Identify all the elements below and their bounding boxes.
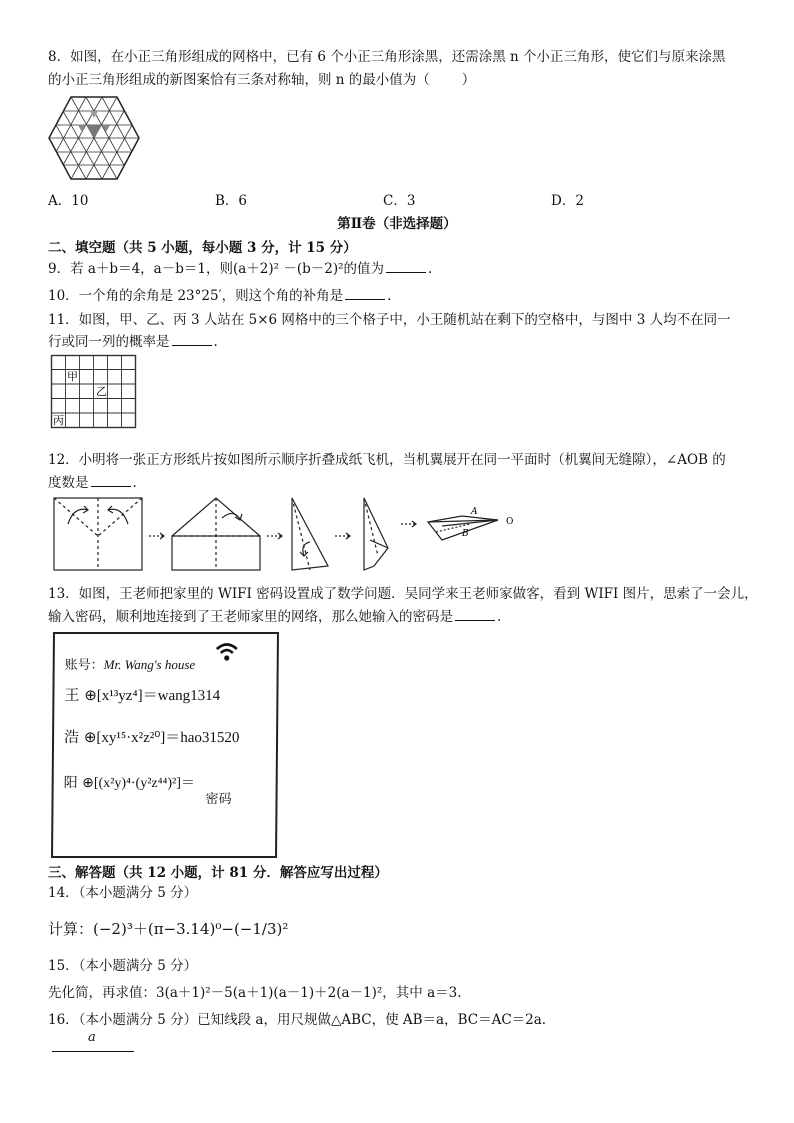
q13-answer-blank bbox=[455, 608, 495, 621]
q16-text: 16．（本小题满分 5 分）已知线段 a，用尺规做△ABC，使 AB＝a，BC＝AC＝2a. bbox=[48, 1012, 547, 1028]
q12-line2 bbox=[48, 474, 137, 492]
wifi-row1-expression: ⊕[x¹³yz⁴]＝wang1314 bbox=[84, 688, 221, 704]
q12-line2-text: 度数是 bbox=[48, 475, 89, 491]
q8-line2-text: 的小正三角形组成的新图案恰有三条对称轴，则 n 的最小值为（ bbox=[48, 72, 430, 88]
q14-expression: (−2)³＋(π−3.14)⁰−(−1/3)² bbox=[93, 920, 289, 938]
q13-line2-text: 输入密码，顺利地连接到了王老师家里的网络，那么她输入的密码是 bbox=[48, 609, 453, 625]
q12-end: . bbox=[132, 475, 137, 491]
wifi-account-label: 账号： bbox=[64, 658, 104, 673]
q15-text: 先化简，再求值：3(a＋1)²－5(a＋1)(a－1)＋2(a－1)²，其中 a＝3. bbox=[48, 985, 462, 1001]
wifi-icon bbox=[215, 640, 239, 664]
grid-label-yi: 乙 bbox=[96, 385, 107, 398]
q11-line1: 11．如图，甲、乙、丙 3 人站在 5×6 网格中的三个格子中，小王随机站在剩下的空格中，与图中 3 人均不在同一 bbox=[48, 312, 731, 328]
q10-answer-blank bbox=[345, 287, 385, 300]
wifi-row1-char: 王 bbox=[64, 686, 80, 704]
q10 bbox=[48, 287, 391, 305]
q14-head: 14．（本小题满分 5 分） bbox=[48, 885, 198, 901]
q13-end: . bbox=[497, 609, 502, 625]
q10-end: . bbox=[387, 288, 392, 304]
paper-plane-folding-figure bbox=[52, 496, 522, 574]
wifi-account-value: Mr. Wang's house bbox=[103, 657, 196, 672]
q11-answer-blank bbox=[172, 333, 212, 346]
q8-line2 bbox=[48, 71, 475, 89]
q11-line2-text: 行或同一列的概率是 bbox=[48, 334, 170, 350]
grid-label-bing: 丙 bbox=[53, 414, 64, 427]
wifi-account bbox=[65, 654, 196, 673]
q16-segment-a bbox=[52, 1051, 134, 1052]
wifi-row-3 bbox=[64, 772, 195, 792]
fig-label-b: B bbox=[462, 529, 469, 539]
q8-line2-end: ） bbox=[461, 72, 476, 88]
grid-label-jia: 甲 bbox=[67, 370, 78, 383]
wifi-row3-char: 阳 bbox=[63, 775, 78, 791]
fig-label-o: O bbox=[506, 517, 514, 527]
q11-end: . bbox=[213, 334, 218, 350]
q9-suffix: 的值为 bbox=[343, 261, 385, 277]
q8-line1: 8．如图，在小正三角形组成的网格中，已有 6 个小正三角形涂黑，还需涂黑 n 个小正三角形，使它们与原来涂黑 bbox=[48, 49, 726, 65]
q12-answer-blank bbox=[91, 474, 131, 487]
q10-text: 10．一个角的余角是 23°25′，则这个角的补角是 bbox=[48, 288, 344, 304]
section2-title: 第Ⅱ卷（非选择题） bbox=[337, 216, 457, 232]
section2-heading: 二、填空题（共 5 小题，每小题 3 分，计 15 分） bbox=[48, 240, 357, 256]
q14-prefix: 计算： bbox=[48, 920, 94, 938]
q11-line2 bbox=[48, 333, 218, 351]
q9-end: . bbox=[428, 261, 433, 277]
hexagon-triangle-grid-figure bbox=[48, 95, 140, 181]
wifi-row2-expression: ⊕[xy¹⁵·x²z²⁰]＝hao31520 bbox=[83, 730, 240, 746]
q15-head: 15．（本小题满分 5 分） bbox=[48, 958, 198, 974]
q8-option-b: B．6 bbox=[215, 193, 248, 209]
wifi-row2-char: 浩 bbox=[63, 728, 80, 746]
wifi-password-card bbox=[51, 632, 279, 858]
q8-option-a: A．10 bbox=[48, 193, 89, 209]
wifi-row3-expression: ⊕[(x²y)⁴·(y²z⁴⁴)²]＝ bbox=[82, 776, 196, 791]
q12-line1: 12．小明将一张正方形纸片按如图所示顺序折叠成纸飞机，当机翼展开在同一平面时（机翼间无缝隙），∠AOB 的 bbox=[48, 452, 726, 468]
q14-body bbox=[48, 920, 288, 938]
wifi-row-1 bbox=[64, 684, 220, 705]
q9-answer-blank bbox=[386, 260, 426, 273]
q9-expression: (a＋2)² －(b－2)² bbox=[232, 261, 344, 277]
q8-option-d: D．2 bbox=[551, 193, 584, 209]
q8-option-c: C．3 bbox=[383, 193, 416, 209]
q9-prefix: 9．若 a＋b＝4，a－b＝1，则 bbox=[48, 261, 233, 277]
wifi-row-2 bbox=[64, 726, 240, 747]
wifi-row3-answer: 密码 bbox=[205, 792, 232, 807]
q16-segment-label: a bbox=[88, 1030, 96, 1045]
fig-label-a: A bbox=[471, 507, 478, 517]
q13-line1: 13．如图，王老师把家里的 WIFI 密码设置成了数学问题．吴同学来王老师家做客，看到 WIFI 图片，思索了一会儿， bbox=[48, 586, 758, 602]
q11-grid-figure bbox=[51, 355, 137, 428]
q9 bbox=[48, 260, 432, 278]
q13-line2 bbox=[48, 608, 501, 626]
section3-heading: 三、解答题（共 12 小题，计 81 分．解答应写出过程） bbox=[48, 865, 388, 881]
